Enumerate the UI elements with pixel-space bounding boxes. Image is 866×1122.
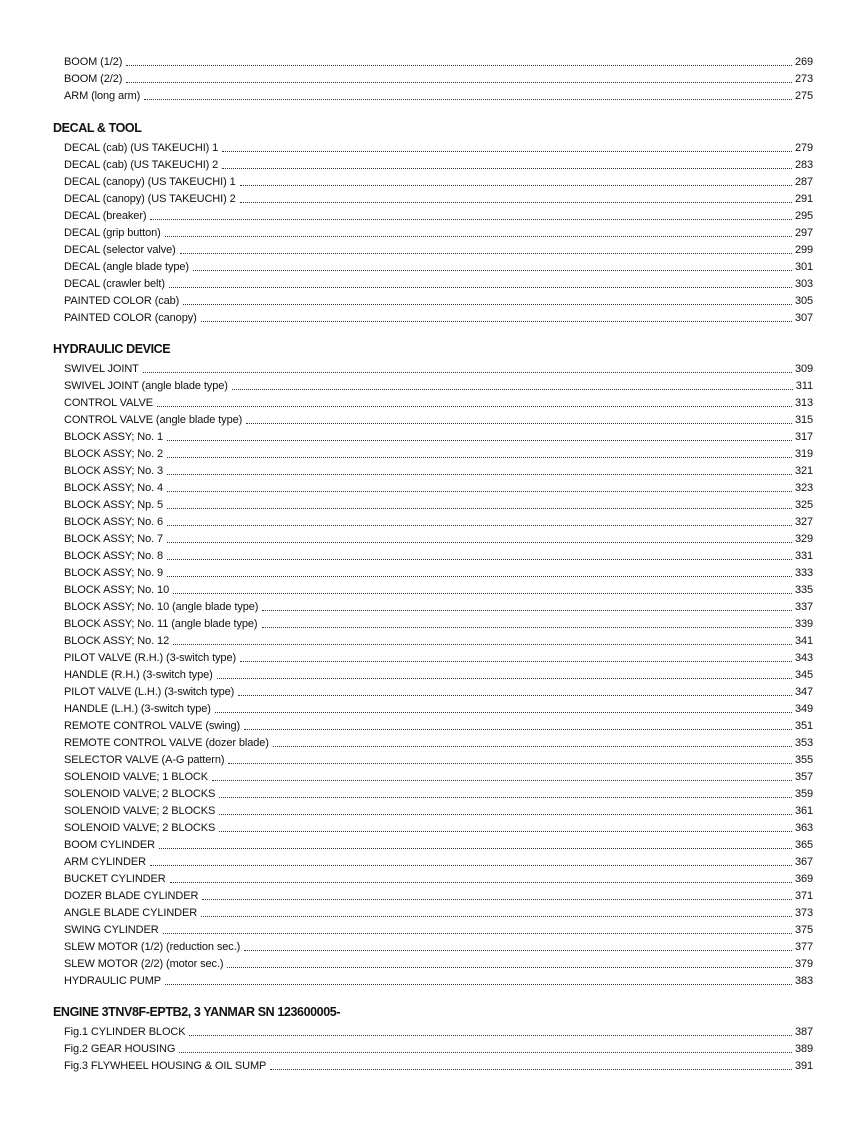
section-title: DECAL & TOOL — [53, 121, 142, 135]
toc-entry[interactable] — [0, 86, 866, 103]
entry-label: SELECTOR VALVE (A-G pattern) — [64, 754, 225, 766]
entry-page: 309 — [794, 363, 813, 375]
leader-dots — [170, 881, 792, 883]
entry-label: BOOM (1/2) — [64, 56, 123, 68]
toc-entry[interactable] — [0, 937, 866, 954]
entry-page: 297 — [794, 227, 813, 239]
entry-page: 373 — [794, 907, 813, 919]
toc-entry[interactable] — [0, 750, 866, 767]
entry-page: 295 — [794, 210, 813, 222]
entry-page: 389 — [794, 1043, 813, 1055]
toc-entry[interactable] — [0, 631, 866, 648]
entry-label: ANGLE BLADE CYLINDER — [64, 907, 198, 919]
toc-entry[interactable] — [0, 563, 866, 580]
leader-dots — [167, 473, 792, 475]
toc-entry[interactable] — [0, 308, 866, 325]
leader-dots — [180, 252, 792, 254]
entry-page: 345 — [794, 669, 813, 681]
leader-dots — [189, 1034, 791, 1036]
leader-dots — [244, 949, 792, 951]
entry-page: 333 — [794, 567, 813, 579]
toc-entry[interactable] — [0, 478, 866, 495]
toc-entry[interactable] — [0, 138, 866, 155]
entry-label: BLOCK ASSY; No. 4 — [64, 482, 164, 494]
toc-entry[interactable] — [0, 512, 866, 529]
entry-page: 279 — [794, 142, 813, 154]
leader-dots — [167, 456, 792, 458]
leader-dots — [219, 813, 792, 815]
toc-section-decal-tool — [0, 121, 866, 325]
toc-entry[interactable] — [0, 733, 866, 750]
leader-dots — [169, 286, 792, 288]
entry-label: DECAL (cab) (US TAKEUCHI) 1 — [64, 142, 219, 154]
toc-entry[interactable] — [0, 903, 866, 920]
entry-label: CONTROL VALVE — [64, 397, 153, 409]
entry-page: 343 — [794, 652, 813, 664]
toc-entry[interactable] — [0, 206, 866, 223]
toc-entry[interactable] — [0, 818, 866, 835]
leader-dots — [167, 575, 792, 577]
toc-entry[interactable] — [0, 172, 866, 189]
entry-label: DECAL (angle blade type) — [64, 261, 189, 273]
leader-dots — [219, 796, 792, 798]
entry-label: ARM CYLINDER — [64, 856, 146, 868]
entry-page: 275 — [794, 90, 813, 102]
entry-label: REMOTE CONTROL VALVE (swing) — [64, 720, 241, 732]
entry-label: Fig.1 CYLINDER BLOCK — [64, 1026, 186, 1038]
toc-entry[interactable] — [0, 52, 866, 69]
entry-label: BLOCK ASSY; No. 6 — [64, 516, 164, 528]
leader-dots — [167, 439, 792, 441]
entry-label: BLOCK ASSY; No. 11 (angle blade type) — [64, 618, 258, 630]
entry-page: 351 — [794, 720, 813, 732]
toc-entry[interactable] — [0, 546, 866, 563]
toc-entry[interactable] — [0, 291, 866, 308]
toc-entry[interactable] — [0, 580, 866, 597]
entry-label: HYDRAULIC PUMP — [64, 975, 162, 987]
toc-section-hydraulic-device — [0, 342, 866, 988]
entry-page: 317 — [794, 431, 813, 443]
toc-entry[interactable] — [0, 920, 866, 937]
entry-page: 379 — [794, 958, 813, 970]
entry-page: 311 — [795, 380, 813, 392]
leader-dots — [163, 932, 792, 934]
entry-label: DOZER BLADE CYLINDER — [64, 890, 199, 902]
entry-label: BLOCK ASSY; No. 3 — [64, 465, 164, 477]
entry-label: BLOCK ASSY; No. 8 — [64, 550, 164, 562]
entry-page: 321 — [794, 465, 813, 477]
leader-dots — [173, 592, 792, 594]
entry-page: 367 — [794, 856, 813, 868]
leader-dots — [240, 660, 792, 662]
leader-dots — [232, 388, 793, 390]
leader-dots — [167, 490, 792, 492]
leader-dots — [212, 779, 792, 781]
section-title: HYDRAULIC DEVICE — [53, 342, 171, 356]
entry-label: BOOM (2/2) — [64, 73, 123, 85]
leader-dots — [222, 167, 792, 169]
entry-label: BOOM CYLINDER — [64, 839, 155, 851]
entry-label: BLOCK ASSY; No. 10 — [64, 584, 170, 596]
entry-label: HANDLE (L.H.) (3-switch type) — [64, 703, 211, 715]
entry-page: 355 — [794, 754, 813, 766]
leader-dots — [126, 64, 792, 66]
leader-dots — [228, 762, 792, 764]
leader-dots — [201, 320, 792, 322]
toc-entry[interactable] — [0, 869, 866, 886]
entry-page: 325 — [794, 499, 813, 511]
leader-dots — [157, 405, 792, 407]
leader-dots — [262, 626, 792, 628]
entry-label: DECAL (cab) (US TAKEUCHI) 2 — [64, 159, 219, 171]
leader-dots — [126, 81, 792, 83]
toc-entry[interactable] — [0, 971, 866, 988]
entry-page: 353 — [794, 737, 813, 749]
toc-entry[interactable] — [0, 495, 866, 512]
toc-entry[interactable] — [0, 767, 866, 784]
toc-entry[interactable] — [0, 69, 866, 86]
entry-page: 283 — [794, 159, 813, 171]
entry-label: PILOT VALVE (L.H.) (3-switch type) — [64, 686, 235, 698]
entry-page: 357 — [794, 771, 813, 783]
leader-dots — [262, 609, 792, 611]
entry-page: 341 — [794, 635, 813, 647]
entry-label: SLEW MOTOR (2/2) (motor sec.) — [64, 958, 224, 970]
toc-entry[interactable] — [0, 1022, 866, 1039]
entry-page: 375 — [794, 924, 813, 936]
toc-entry[interactable] — [0, 359, 866, 376]
section-heading-row — [0, 121, 866, 138]
entry-label: Fig.3 FLYWHEEL HOUSING & OIL SUMP — [64, 1060, 267, 1072]
entry-label: DECAL (selector valve) — [64, 244, 176, 256]
leader-dots — [183, 303, 792, 305]
toc-entry[interactable] — [0, 665, 866, 682]
entry-page: 303 — [794, 278, 813, 290]
toc-entry[interactable] — [0, 410, 866, 427]
entry-page: 365 — [794, 839, 813, 851]
entry-label: BLOCK ASSY; No. 1 — [64, 431, 164, 443]
entry-label: DECAL (crawler belt) — [64, 278, 165, 290]
leader-dots — [240, 184, 792, 186]
section-title: ENGINE 3TNV8F-EPTB2, 3 YANMAR SN 123600005- — [53, 1005, 341, 1019]
entry-label: PAINTED COLOR (canopy) — [64, 312, 197, 324]
entry-label: HANDLE (R.H.) (3-switch type) — [64, 669, 213, 681]
entry-label: BLOCK ASSY; No. 12 — [64, 635, 170, 647]
entry-page: 319 — [794, 448, 813, 460]
leader-dots — [222, 150, 792, 152]
entry-page: 359 — [794, 788, 813, 800]
entry-label: DECAL (canopy) (US TAKEUCHI) 1 — [64, 176, 236, 188]
entry-label: ARM (long arm) — [64, 90, 141, 102]
leader-dots — [165, 983, 792, 985]
entry-label: Fig.2 GEAR HOUSING — [64, 1043, 176, 1055]
toc-section-engine — [0, 1005, 866, 1073]
entry-label: SOLENOID VALVE; 1 BLOCK — [64, 771, 209, 783]
toc-entry[interactable] — [0, 189, 866, 206]
leader-dots — [202, 898, 792, 900]
toc-entry[interactable] — [0, 801, 866, 818]
toc-entry[interactable] — [0, 614, 866, 631]
entry-page: 361 — [794, 805, 813, 817]
toc-section-continuation — [0, 52, 866, 103]
toc-entry[interactable] — [0, 444, 866, 461]
entry-page: 383 — [794, 975, 813, 987]
leader-dots — [167, 541, 792, 543]
entry-page: 371 — [794, 890, 813, 902]
toc-entry[interactable] — [0, 376, 866, 393]
leader-dots — [165, 235, 792, 237]
leader-dots — [167, 507, 792, 509]
entry-label: SOLENOID VALVE; 2 BLOCKS — [64, 822, 216, 834]
entry-page: 387 — [794, 1026, 813, 1038]
leader-dots — [144, 98, 792, 100]
entry-page: 349 — [794, 703, 813, 715]
leader-dots — [240, 201, 792, 203]
leader-dots — [167, 558, 792, 560]
entry-page: 315 — [794, 414, 813, 426]
entry-page: 307 — [794, 312, 813, 324]
leader-dots — [219, 830, 792, 832]
toc-entry[interactable] — [0, 716, 866, 733]
toc-entry[interactable] — [0, 1039, 866, 1056]
entry-label: BLOCK ASSY; No. 9 — [64, 567, 164, 579]
entry-label: BLOCK ASSY; No. 2 — [64, 448, 164, 460]
leader-dots — [273, 745, 792, 747]
entry-label: SOLENOID VALVE; 2 BLOCKS — [64, 788, 216, 800]
entry-page: 329 — [794, 533, 813, 545]
leader-dots — [227, 966, 791, 968]
toc-entry[interactable] — [0, 852, 866, 869]
leader-dots — [179, 1051, 792, 1053]
entry-page: 347 — [794, 686, 813, 698]
leader-dots — [246, 422, 792, 424]
leader-dots — [150, 218, 791, 220]
leader-dots — [244, 728, 792, 730]
entry-page: 335 — [794, 584, 813, 596]
entry-label: REMOTE CONTROL VALVE (dozer blade) — [64, 737, 269, 749]
leader-dots — [159, 847, 792, 849]
entry-page: 273 — [794, 73, 813, 85]
toc-entry[interactable] — [0, 835, 866, 852]
entry-label: PAINTED COLOR (cab) — [64, 295, 180, 307]
toc-entry[interactable] — [0, 1056, 866, 1073]
toc-entry[interactable] — [0, 699, 866, 716]
section-heading-row — [0, 342, 866, 359]
entry-page: 313 — [794, 397, 813, 409]
section-heading-row — [0, 1005, 866, 1022]
entry-label: DECAL (breaker) — [64, 210, 147, 222]
entry-page: 363 — [794, 822, 813, 834]
entry-page: 337 — [794, 601, 813, 613]
entry-page: 327 — [794, 516, 813, 528]
entry-page: 291 — [794, 193, 813, 205]
entry-label: SWING CYLINDER — [64, 924, 159, 936]
leader-dots — [270, 1068, 792, 1070]
entry-page: 301 — [794, 261, 813, 273]
entry-label: BLOCK ASSY; No. 10 (angle blade type) — [64, 601, 259, 613]
entry-page: 305 — [794, 295, 813, 307]
entry-label: DECAL (canopy) (US TAKEUCHI) 2 — [64, 193, 236, 205]
entry-label: SLEW MOTOR (1/2) (reduction sec.) — [64, 941, 241, 953]
toc-entry[interactable] — [0, 648, 866, 665]
entry-label: BUCKET CYLINDER — [64, 873, 166, 885]
toc-entry[interactable] — [0, 597, 866, 614]
leader-dots — [193, 269, 792, 271]
entry-page: 339 — [794, 618, 813, 630]
entry-page: 299 — [794, 244, 813, 256]
toc-entry[interactable] — [0, 240, 866, 257]
entry-page: 369 — [794, 873, 813, 885]
leader-dots — [167, 524, 792, 526]
entry-page: 269 — [794, 56, 813, 68]
entry-label: DECAL (grip button) — [64, 227, 161, 239]
leader-dots — [201, 915, 792, 917]
toc-entry[interactable] — [0, 954, 866, 971]
toc-entry[interactable] — [0, 393, 866, 410]
entry-page: 287 — [794, 176, 813, 188]
leader-dots — [238, 694, 792, 696]
toc-entry[interactable] — [0, 529, 866, 546]
toc-entry[interactable] — [0, 682, 866, 699]
toc-entry[interactable] — [0, 257, 866, 274]
entry-label: BLOCK ASSY; Np. 5 — [64, 499, 164, 511]
entry-page: 377 — [794, 941, 813, 953]
leader-dots — [150, 864, 792, 866]
leader-dots — [143, 371, 792, 373]
entry-label: SWIVEL JOINT — [64, 363, 139, 375]
leader-dots — [173, 643, 792, 645]
entry-label: CONTROL VALVE (angle blade type) — [64, 414, 243, 426]
toc-entry[interactable] — [0, 427, 866, 444]
entry-page: 391 — [794, 1060, 813, 1072]
leader-dots — [217, 677, 792, 679]
toc-entry[interactable] — [0, 784, 866, 801]
toc-entry[interactable] — [0, 461, 866, 478]
toc-entry[interactable] — [0, 223, 866, 240]
toc-entry[interactable] — [0, 274, 866, 291]
entry-page: 323 — [794, 482, 813, 494]
entry-label: SOLENOID VALVE; 2 BLOCKS — [64, 805, 216, 817]
entry-page: 331 — [794, 550, 813, 562]
entry-label: PILOT VALVE (R.H.) (3-switch type) — [64, 652, 237, 664]
leader-dots — [215, 711, 792, 713]
toc-entry[interactable] — [0, 886, 866, 903]
entry-label: SWIVEL JOINT (angle blade type) — [64, 380, 228, 392]
entry-label: BLOCK ASSY; No. 7 — [64, 533, 164, 545]
toc-entry[interactable] — [0, 155, 866, 172]
